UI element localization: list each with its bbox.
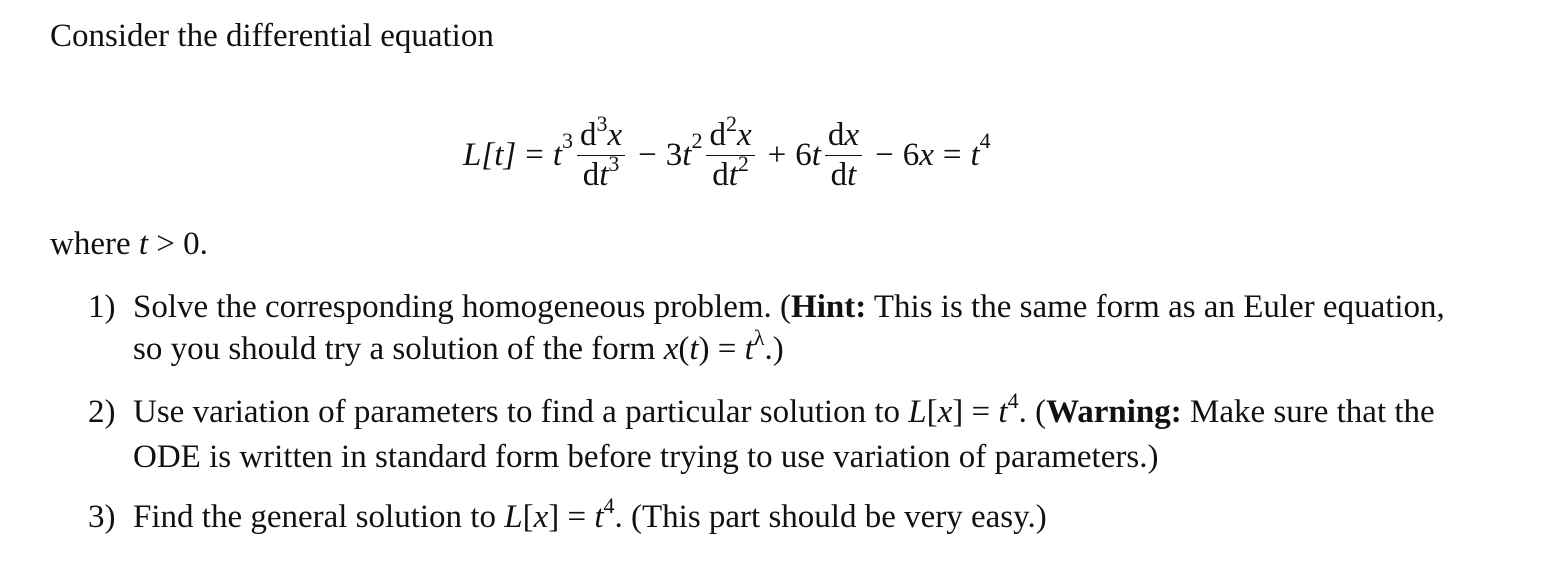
eq-minus-1: −: [638, 136, 657, 173]
list-item: [88, 388, 1468, 478]
item-text: Use variation of parameters to find a particular solution to $L[x] = t^4$. (Warning: Make sure that the ODE is written in standard form before trying to use variation of parameters.): [133, 388, 1435, 475]
item-number: 1): [88, 289, 116, 325]
eq-rhs-power: 4: [979, 128, 991, 153]
problem-list: [88, 286, 1468, 559]
list-item: [88, 493, 1468, 541]
eq-lhs: L[t]: [463, 136, 517, 173]
eq-equals-1: =: [525, 136, 544, 173]
fraction-d3x-dt3: $\frac{d^3x}{dt^3}$: [577, 118, 625, 192]
eq-rhs-t: t: [970, 136, 980, 173]
condition-text: where t > 0.: [50, 226, 208, 262]
fraction-d2x-dt2: $\frac{d^2x}{dt^2}$: [706, 118, 754, 192]
item-text: Find the general solution to $L[x] = t^4$. (This part should be very easy.): [133, 493, 1047, 535]
item-number: 3): [88, 499, 116, 535]
eq-coef-6x: 6: [902, 136, 920, 173]
eq-coef-3: 3: [665, 136, 683, 173]
list-item: [88, 286, 1468, 373]
eq-t-power-3: 3: [562, 128, 574, 153]
eq-minus-2: −: [875, 136, 894, 173]
differential-equation: L[t] = t 3 $\frac{d^3x}{dt^3}$ − 3 t 2 $\frac{d^2x}{dt^2}$ + 6 t $\frac{dx}{dt}$ − 6 x = t 4: [463, 110, 991, 193]
eq-equals-2: =: [942, 136, 962, 173]
eq-coef-6: 6: [795, 136, 812, 173]
item-text: Solve the corresponding homogeneous problem. (Hint: This is the same form as an Euler equation, so you should try a solution of the form $x(t) = t^\lambda$.): [133, 289, 1445, 367]
eq-t: t: [552, 136, 563, 173]
fraction-dx-dt: $\frac{dx}{dt}$: [825, 118, 862, 192]
eq-plus: +: [767, 136, 787, 173]
intro-text: Consider the differential equation: [50, 18, 494, 54]
item-number: 2): [88, 394, 116, 430]
